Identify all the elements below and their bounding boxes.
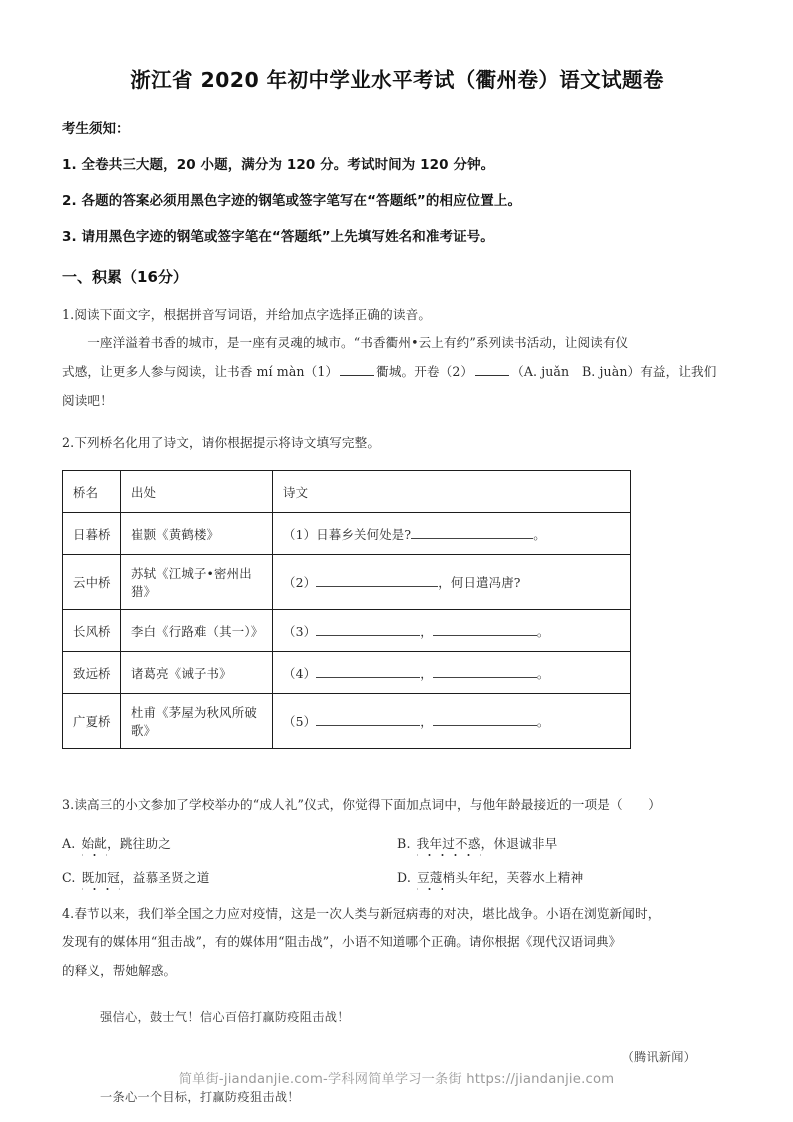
- option-c[interactable]: [62, 867, 397, 886]
- poem-prefix: （1）日暮乡关何处是?: [283, 526, 412, 542]
- poem-blank[interactable]: [316, 575, 438, 587]
- poem-mid: ，: [420, 665, 433, 681]
- table-header-row: [63, 471, 631, 513]
- cell-bridge: 日暮桥: [63, 513, 121, 555]
- option-a-emphasis: 始龀: [82, 833, 108, 852]
- poem-blank[interactable]: [433, 624, 537, 636]
- table-header-source: 出处: [121, 471, 273, 513]
- question-1-body-line-2: [62, 357, 732, 386]
- poem-suffix: 。: [536, 623, 550, 639]
- table-row: [63, 694, 631, 749]
- poem-table: [62, 470, 631, 749]
- cell-source: 苏轼《江城子•密州出猎》: [121, 555, 273, 610]
- cell-poem: [273, 513, 631, 555]
- question-4-prompt-line-2: 发现有的媒体用“狙击战”，有的媒体用“阻击战”，小语不知道哪个正确。请你根据《现代汉语词典》: [62, 934, 622, 949]
- poem-blank[interactable]: [411, 527, 533, 539]
- poem-blank[interactable]: [433, 714, 537, 726]
- cell-bridge: 云中桥: [63, 555, 121, 610]
- q1-blank-2[interactable]: [475, 364, 509, 376]
- q1-line2-part-c: （A. juǎn B. juàn）有益，让我们: [511, 364, 717, 379]
- table-row: [63, 610, 631, 652]
- poem-prefix: （3）: [283, 623, 317, 639]
- cell-poem: [273, 610, 631, 652]
- option-d[interactable]: [397, 867, 732, 886]
- poem-mid: ，: [420, 623, 433, 639]
- news-quote-2: 一条心一个目标，打赢防疫狙击战！: [100, 1090, 300, 1104]
- section-heading-one: 一、积累（16分）: [62, 268, 188, 286]
- option-a-rest: ，跳往助之: [107, 836, 172, 851]
- option-a-label: A.: [62, 836, 76, 851]
- table-row: [63, 513, 631, 555]
- poem-suffix: 。: [533, 526, 546, 542]
- q1-blank-1[interactable]: [340, 364, 374, 376]
- cell-source: 杜甫《茅屋为秋风所破歌》: [121, 694, 273, 749]
- question-3-options: [62, 833, 732, 886]
- table-row: [63, 652, 631, 694]
- poem-prefix: （2）: [283, 575, 317, 590]
- question-1-body-line-1: 一座洋溢着书香的城市，是一座有灵魂的城市。“书香衢州•云上有约”系列读书活动，让阅读有仪: [87, 335, 629, 350]
- cell-source: 诸葛亮《诫子书》: [121, 652, 273, 694]
- cell-poem: [273, 694, 631, 749]
- poem-blank[interactable]: [433, 666, 537, 678]
- poem-blank[interactable]: [316, 624, 420, 636]
- option-b-rest: ，休退诚非早: [480, 836, 558, 851]
- notice-item-1: 1. 全卷共三大题，20 小题，满分为 120 分。考试时间为 120 分钟。: [62, 157, 495, 173]
- page-title: 浙江省 2020 年初中学业水平考试（衢州卷）语文试题卷: [130, 68, 664, 92]
- cell-bridge: 长风桥: [63, 610, 121, 652]
- question-2-prompt: 2.下列桥名化用了诗文，请你根据提示将诗文填写完整。: [62, 435, 381, 450]
- poem-prefix: （5）: [283, 714, 317, 729]
- option-d-emphasis: 豆蔻: [417, 867, 443, 886]
- cell-source: 李白《行路难（其一）》: [121, 610, 273, 652]
- option-a[interactable]: [62, 833, 397, 852]
- notice-item-2: 2. 各题的答案必须用黑色字迹的钢笔或签字笔写在“答题纸”的相应位置上。: [62, 193, 522, 209]
- option-row-ab: [62, 833, 732, 852]
- notice-item-3: 3. 请用黑色字迹的钢笔或签字笔在“答题纸”上先填写姓名和准考证号。: [62, 229, 494, 245]
- option-c-label: C.: [62, 870, 76, 885]
- table-header-poem: 诗文: [273, 471, 631, 513]
- cell-poem: [273, 652, 631, 694]
- option-row-cd: [62, 867, 732, 886]
- footer-watermark: 简单街-jiandanjie.com-学科网简单学习一条街 https://jiandanjie.com: [178, 1072, 615, 1087]
- poem-blank[interactable]: [316, 666, 420, 678]
- question-3-prompt: 3.读高三的小文参加了学校举办的“成人礼”仪式，你觉得下面加点词中，与他年龄最接近的一项是（ ）: [62, 797, 661, 812]
- question-1-body-line-3: 阅读吧！: [62, 393, 113, 408]
- option-d-rest: 梢头年纪，芙蓉水上精神: [442, 870, 584, 885]
- cell-poem: [273, 555, 631, 610]
- option-b-label: B.: [397, 836, 411, 851]
- option-d-label: D.: [397, 870, 412, 885]
- news-source-1: （腾讯新闻）: [621, 1050, 696, 1064]
- poem-prefix: （4）: [283, 665, 317, 681]
- question-4-prompt-line-3: 的释义，帮她解惑。: [62, 963, 177, 978]
- option-b[interactable]: [397, 833, 732, 852]
- option-c-emphasis: 既加冠: [82, 867, 120, 886]
- table-row: [63, 555, 631, 610]
- page-content: [62, 0, 732, 1110]
- poem-suffix: 。: [536, 665, 550, 681]
- cell-source: 崔颢《黄鹤楼》: [121, 513, 273, 555]
- table-bottom-spacer: [62, 749, 732, 777]
- cell-bridge: 广夏桥: [63, 694, 121, 749]
- table-header-bridge: 桥名: [63, 471, 121, 513]
- option-b-emphasis: 我年过不惑: [417, 833, 481, 852]
- question-4-prompt-line-1: 4.春节以来，我们举全国之力应对疫情，这是一次人类与新冠病毒的对决，堪比战争。小语在浏览新闻时，: [62, 906, 661, 921]
- notice-heading: 考生须知：: [62, 121, 130, 137]
- poem-suffix: 。: [536, 714, 550, 729]
- question-1-prompt: 1.阅读下面文字，根据拼音写词语，并给加点字选择正确的读音。: [62, 307, 432, 322]
- q1-line2-part-b: 衢城。开卷（2）: [376, 364, 474, 379]
- cell-bridge: 致远桥: [63, 652, 121, 694]
- poem-mid: ，: [420, 714, 433, 729]
- poem-blank[interactable]: [316, 714, 420, 726]
- poem-suffix: ，何日遣冯唐?: [438, 575, 521, 590]
- q1-line2-part-a: 式感，让更多人参与阅读，让书香 mí màn（1）: [62, 364, 339, 379]
- option-c-rest: ，益慕圣贤之道: [119, 870, 210, 885]
- news-quote-1: 强信心，鼓士气！信心百倍打赢防疫阻击战！: [100, 1010, 350, 1024]
